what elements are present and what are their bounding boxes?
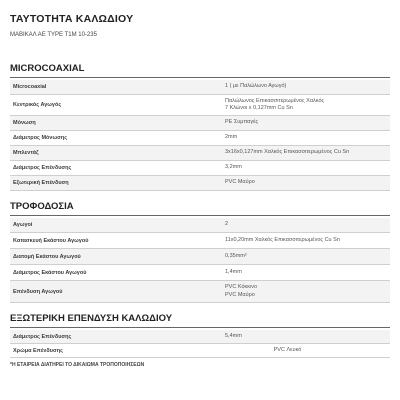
row-value: 5,4mm [225,332,242,339]
section-divider [10,327,390,328]
table-row [10,249,390,265]
row-label: Διάμετρος Επένδυσης [13,165,72,171]
table-row [10,176,390,191]
table-row [10,265,390,281]
row-label: Εξωτερική Επένδυση [13,180,69,186]
table-row [10,131,390,146]
row-value: 2 [225,221,229,228]
row-value: 0,35mm² [225,252,247,259]
row-label: Μπλεντάζ [13,150,39,156]
row-value: 3x16x0,127mm Χαλκός Επικασσιτερωμένος Cu Sn [225,149,350,156]
row-label: Microcoaxial [13,84,47,90]
table-row [10,281,390,303]
page-subtitle: ΜΑΒΙΚΑΛ ΑΕ TYPE T1M 10-235 [10,32,97,38]
table-row [10,146,390,161]
section-title-microcoaxial: MICROCOAXIAL [10,63,85,74]
row-value: 2mm [225,134,238,141]
table-row [10,161,390,176]
row-label: Διάμετρος Εκάστου Αγωγού [13,269,87,276]
table-row [10,233,390,249]
row-value: 1,4mm [225,268,242,275]
row-label: Κατασκευή Εκάστου Αγωγού [13,237,89,244]
row-label: Χρώμα Επένδυσης [13,347,63,354]
row-label: Επένδυση Αγωγού [13,288,63,295]
row-value: 3,2mm [225,164,242,171]
section-title-power: ΤΡΟΦΟΔΟΣΙΑ [10,201,74,212]
table-row [10,80,390,95]
table-row [10,95,390,116]
row-value: PVC Κόκκινο PVC Μαύρο [225,284,258,298]
row-value: PVC Λευκό [273,346,302,353]
table-row [10,330,390,344]
row-label: Μόνωση [13,120,36,126]
section-title-outer-jacket: ΕΞΩΤΕΡΙΚΗ ΕΠΕΝΔΥΣΗ ΚΑΛΩΔΙΟΥ [10,313,173,324]
page-title: ΤΑΥΤΟΤΗΤΑ ΚΑΛΩΔΙΟΥ [10,13,134,25]
section-divider [10,77,390,78]
row-label: Διάμετρος Επένδυσης [13,333,72,340]
row-value: 11x0,20mm Χαλκός Επικασσιτερωμένος Cu Sn [225,236,340,243]
row-value: PE Συμπαγές [225,119,259,126]
row-value: Παλώλωνος Επικασσιτερωμένος Χαλκός 7 Κλώνοι x 0,127mm Cu Sn [225,97,325,111]
row-value: 1 ( με Παλώλωνο Αγωγό) [225,83,287,90]
table-row [10,116,390,131]
row-label: Διατομή Εκάστου Αγωγού [13,253,81,260]
row-value: PVC Μαύρο [225,179,255,186]
row-label: Αγωγοί [13,222,33,228]
row-label: Κεντρικός Αγωγός [13,102,62,108]
row-label: Διάμετρος Μόνωσης [13,135,68,141]
section-divider [10,215,390,216]
table-row [10,344,390,358]
footnote: *Η ΕΤΑΙΡΕΙΑ ΔΙΑΤΗΡΕΙ ΤΟ ΔΙΚΑΙΩΜΑ ΤΡΟΠΟΠΟΙΗΣΕΩΝ [10,362,145,368]
table-row [10,218,390,233]
